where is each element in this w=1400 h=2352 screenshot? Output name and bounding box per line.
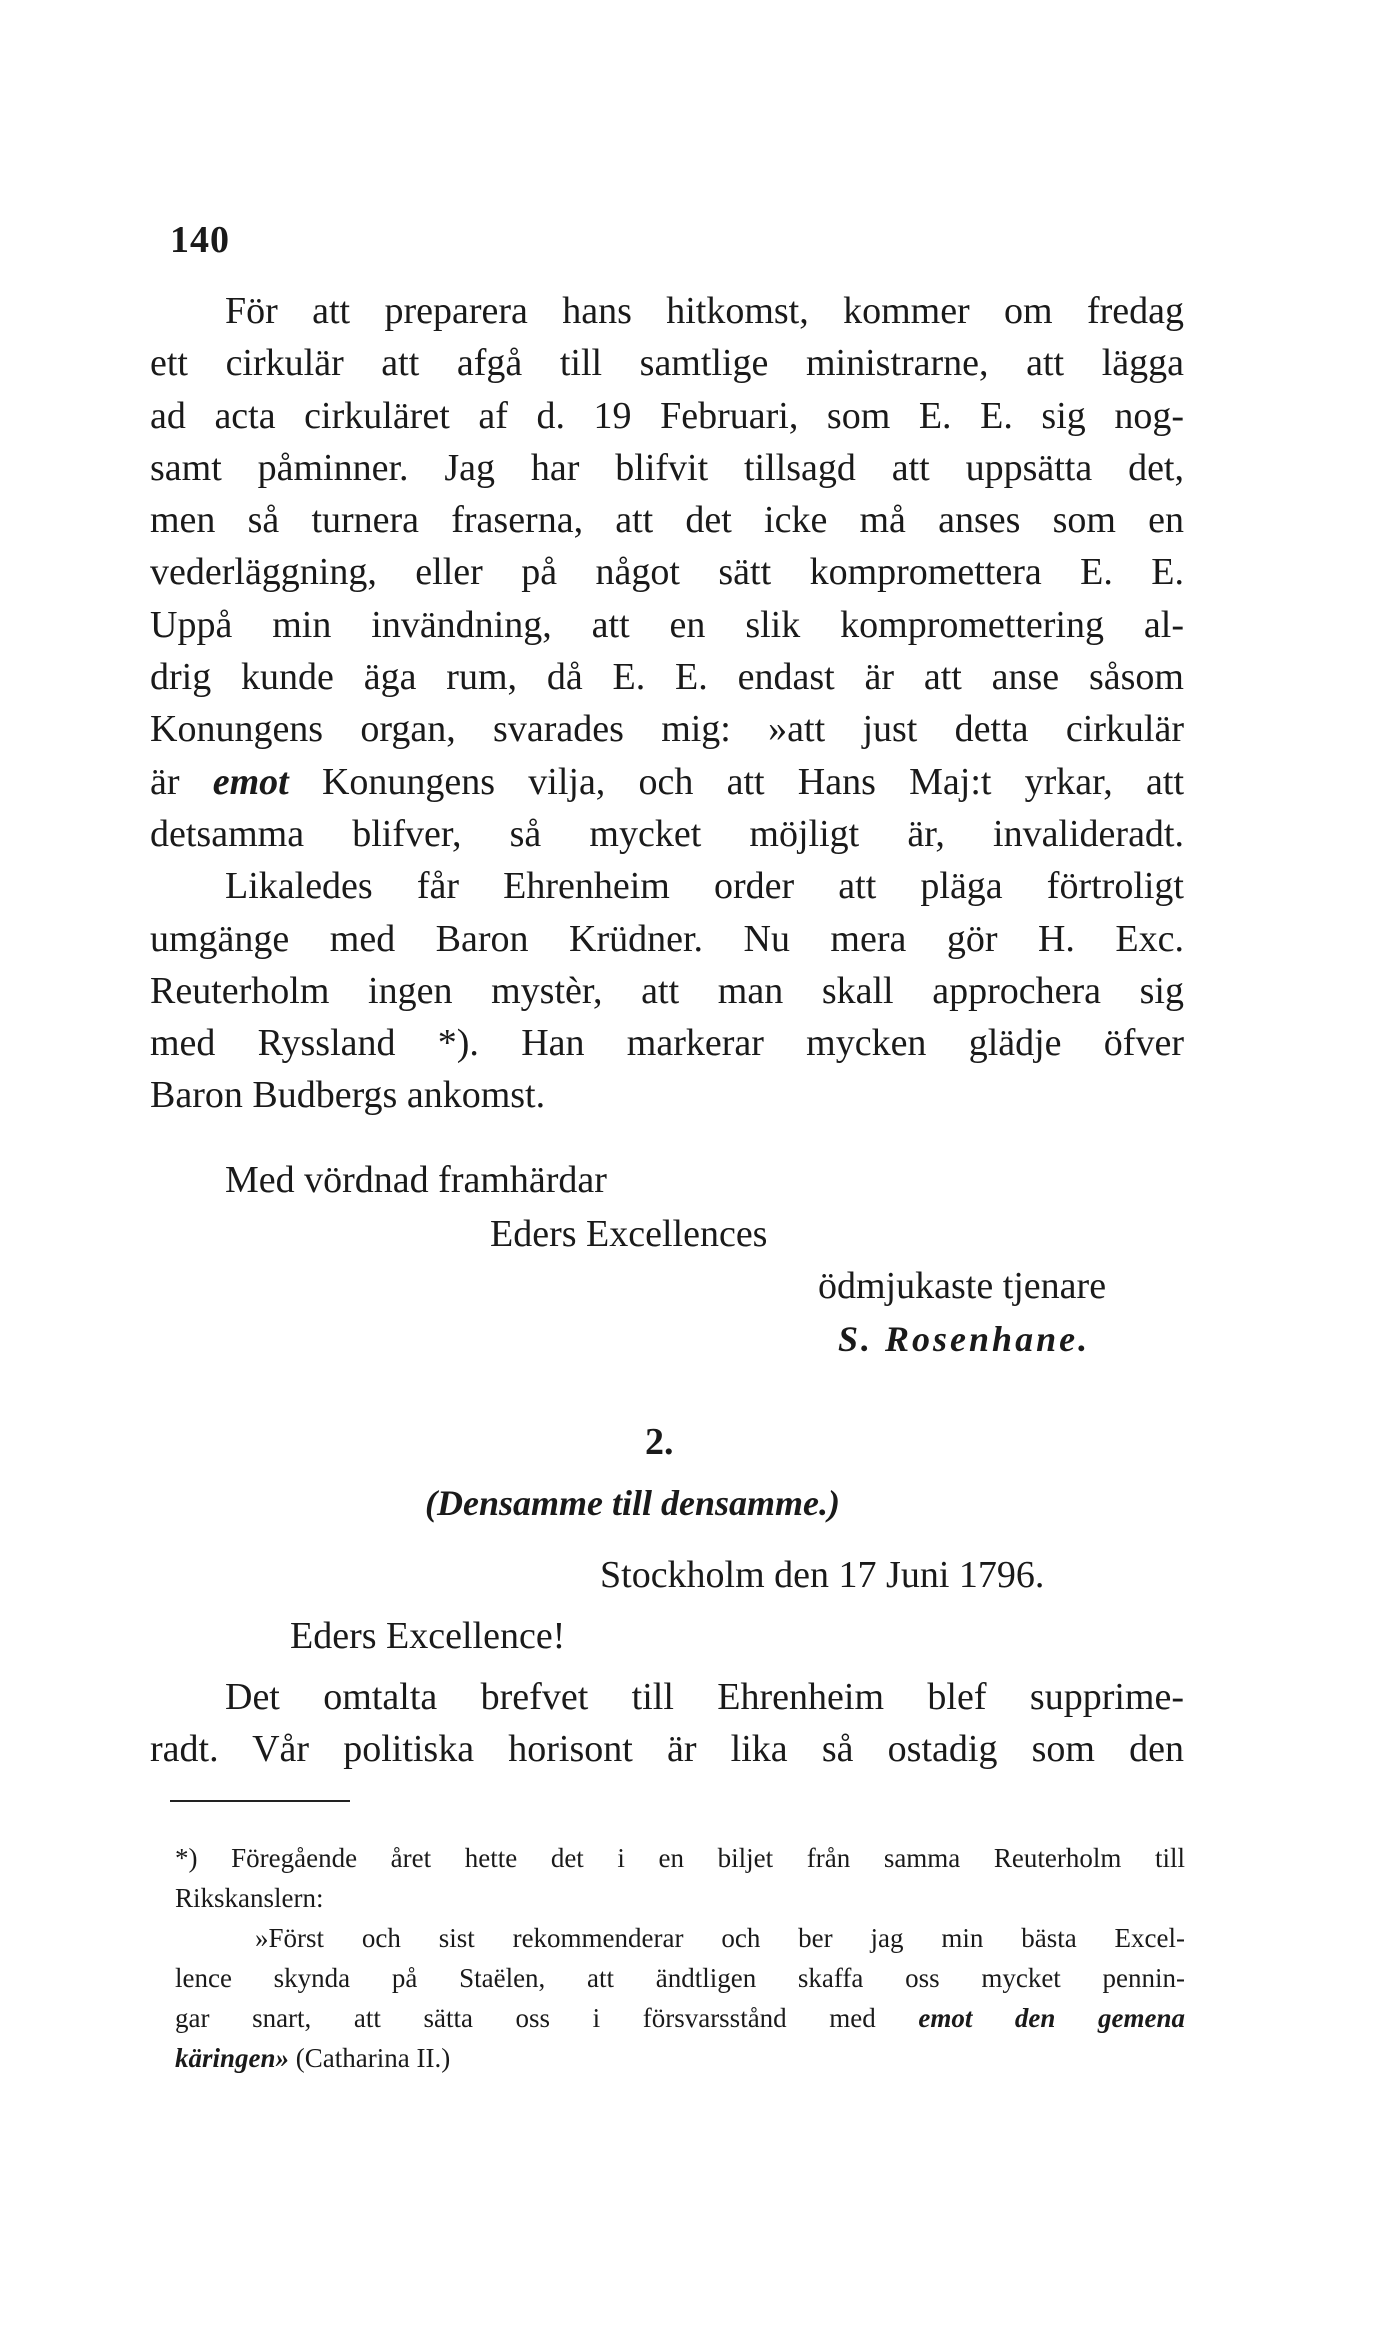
body-line: umgänge med Baron Krüdner. Nu mera gör H. Exc.: [150, 917, 1184, 960]
footnote-line-with-emphasis: [175, 2038, 1185, 2078]
footnote-line: »Först och sist rekommenderar och ber jag min bästa Excel-: [255, 1923, 1185, 1953]
body-line: radt. Vår politiska horisont är lika så ostadig som den: [150, 1728, 1184, 1771]
body-word: Konungens vilja, och att Hans Maj:t yrkar, att: [321, 760, 1185, 803]
footnote-line: Rikskanslern:: [175, 1883, 324, 1913]
footnote-text: gar snart, att sätta oss i försvarsstånd med: [175, 2003, 876, 2033]
footnote-line-with-emphasis: [175, 1998, 1185, 2038]
emphasis-word: emot: [212, 760, 289, 803]
body-line: För att preparera hans hitkomst, kommer om fredag: [225, 290, 1184, 332]
closing-line: ödmjukaste tjenare: [818, 1265, 1107, 1307]
footnote-line: *) Föregående året hette det i en biljet från samma Reuterholm till: [175, 1843, 1185, 1873]
body-line: men så turnera fraserna, att det icke må anses som en: [150, 499, 1184, 542]
body-line: Uppå min invändning, att en slik kompromettering al-: [150, 603, 1184, 646]
letter-title: (Densamme till densamme.): [425, 1483, 840, 1523]
footnote: [175, 1838, 1185, 2078]
letter-1-body: [150, 285, 1184, 1122]
emphasis-text: käringen»: [175, 2043, 290, 2073]
closing-line: Eders Excellences: [490, 1213, 768, 1255]
body-word: är: [150, 760, 180, 803]
page-number: 140: [170, 219, 230, 261]
body-line: Konungens organ, svarades mig: »att just detta cirkulär: [150, 708, 1184, 751]
footnote-line: lence skynda på Staëlen, att ändtligen skaffa oss mycket pennin-: [175, 1963, 1185, 1993]
body-line: ad acta cirkuläret af d. 19 Februari, som E. E. sig nog-: [150, 394, 1184, 437]
letter-2-body: [150, 1670, 1184, 1775]
emphasis-text: emot den gemena: [918, 2003, 1186, 2033]
signature: S. Rosenhane.: [838, 1319, 1091, 1359]
body-line: detsamma blifver, så mycket möjligt är, invalideradt.: [150, 812, 1184, 855]
body-line: ett cirkulär att afgå till samtlige ministrarne, att lägga: [150, 342, 1184, 385]
body-line: vederläggning, eller på något sätt kompromettera E. E.: [150, 551, 1184, 594]
letter-number: 2.: [645, 1421, 674, 1463]
body-line: Det omtalta brefvet till Ehrenheim blef supprime-: [225, 1676, 1184, 1718]
body-line: drig kunde äga rum, då E. E. endast är att anse såsom: [150, 656, 1184, 699]
salutation: Eders Excellence!: [290, 1615, 566, 1657]
body-line: samt påminner. Jag har blifvit tillsagd att uppsätta det,: [150, 446, 1184, 489]
footnote-divider: [170, 1800, 350, 1802]
closing-line: Med vördnad framhärdar: [225, 1159, 607, 1201]
footnote-text: (Catharina II.): [295, 2043, 451, 2073]
body-line: med Ryssland *). Han markerar mycken glädje öfver: [150, 1022, 1184, 1065]
dateline: Stockholm den 17 Juni 1796.: [600, 1554, 1045, 1596]
body-line: Reuterholm ingen mystèr, att man skall approchera sig: [150, 969, 1184, 1012]
body-line-with-emphasis: [150, 756, 1184, 808]
body-line: Baron Budbergs ankomst.: [150, 1074, 546, 1117]
body-line: Likaledes får Ehrenheim order att pläga förtroligt: [225, 865, 1184, 908]
